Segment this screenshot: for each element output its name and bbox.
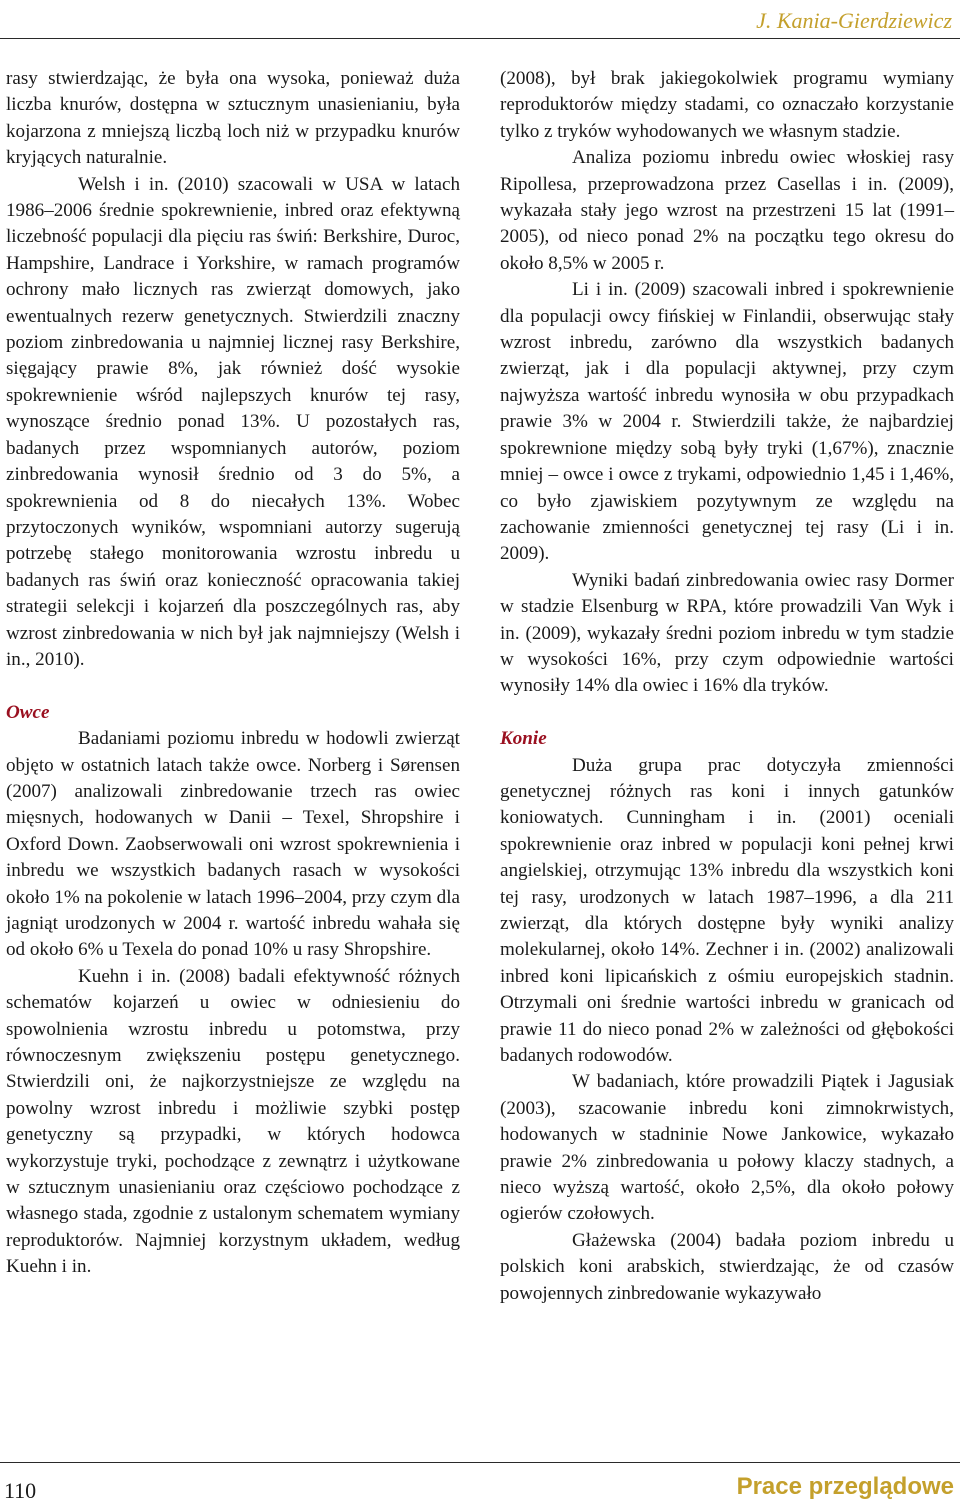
left-column xyxy=(6,66,460,1281)
paragraph: Li i in. (2009) szacowali inbred i spokrewnienie dla populacji owcy fińskiej w Finlandii, obserwując stały wzrost inbredu, zarówno dla wszystkich badanych zwierząt, jak i dla populacji aktywnej, przy czym najwyższa wartość inbredu wynosiła w obu przypadkach prawie 3% w 2004 r. Stwierdzili także, że najbardziej spokrewnione między sobą były tryki (1,67%), znacznie mniej – owce i owce z trykami, odpowiednio 1,45 i 1,46%, co było zjawiskiem pozytywnym ze względu na zachowanie zmienności genetycznej tej rasy (Li i in. 2009). xyxy=(500,279,954,565)
paragraph: W badaniach, które prowadzili Piątek i Jagusiak (2003), szacowanie inbredu koni zimnokrwistych, hodowanych w stadninie Nowe Jankowice, wykazało prawie 2% zinbredowania u połowy klaczy stadnych, a nieco wyższą wartość, około 2,5%, dla około połowy ogierów czołowych. xyxy=(500,1071,954,1225)
footer-section-name: Prace przeglądowe xyxy=(736,1473,954,1500)
section-heading-owce: Owce xyxy=(6,701,50,723)
paragraph: Badaniami poziomu inbredu w hodowli zwierząt objęto w ostatnich latach także owce. Norberg i Sørensen (2007) analizowali zinbredowanie trzech ras owiec mięsnych, hodowanych w Danii – Texel, Shropshire i Oxford Down. Zaobserwowali oni wzrost spokrewnienia i inbredu we wszystkich badanych rasach w wysokości około 1% na pokolenie w latach 1996–2004, przy czym dla jagniąt urodzonych w 2004 r. wartość inbredu wahała się od około 6% u Texela do ponad 10% u rasy Shropshire. xyxy=(6,728,460,961)
section-spacer xyxy=(6,673,460,699)
header-rule xyxy=(0,38,960,39)
running-header-author: J. Kania-Gierdziewicz xyxy=(756,8,952,33)
page-footer xyxy=(0,1458,960,1508)
paragraph: Welsh i in. (2010) szacowali w USA w latach 1986–2006 średnie spokrewnienie, inbred oraz efektywną liczebność populacji dla pięciu ras świń: Berkshire, Duroc, Hampshire, Landrace i Yorkshire, w ramach programów ochrony mało licznych ras zwierząt domowych, jako ewentualnych rezerw genetycznych. Stwierdzili znaczny poziom zinbredowania u najmniej licznej rasy Berkshire, sięgający prawie 8%, jak również dość wysokie spokrewnienie wśród najlepszych knurów tej rasy, wynoszące średnio ponad 13%. U pozostałych ras, badanych przez wspomnianych autorów, poziom zinbredowania wynosił średnio od 3 do 5%, a spokrewnienia od 8 do niecałych 13%. Wobec przytoczonych wyników, wspomniani autorzy sugerują potrzebę stałego monitorowania wzrostu inbredu u badanych ras świń oraz konieczność opracowania takiej strategii selekcji i kojarzeń dla poszczególnych ras, aby wzrost zinbredowania w nich był jak najmniejszy (Welsh i in., 2010). xyxy=(6,173,460,670)
right-column xyxy=(500,66,954,1307)
paragraph: Wyniki badań zinbredowania owiec rasy Dormer w stadzie Elsenburg w RPA, które prowadzili Van Wyk i in. (2009), wykazały średni poziom inbredu w tym stadzie w wysokości 16%, przy czym odpowiednie wartości wynosiły 14% dla owiec i 16% dla tryków. xyxy=(500,569,954,697)
section-heading-konie: Konie xyxy=(500,728,547,750)
page-number: 110 xyxy=(4,1478,37,1503)
paragraph: (2008), był brak jakiegokolwiek programu wymiany reproduktorów między stadami, co oznaczało korzystanie tylko z tryków wyhodowanych we własnym stadzie. xyxy=(500,68,954,142)
paragraph: rasy stwierdzając, że była ona wysoka, ponieważ duża liczba knurów, dostępna w sztucznym unasienianiu, była kojarzona z mniejszą liczbą loch niż w przypadku knurów kryjących naturalnie. xyxy=(6,68,460,169)
paragraph: Głażewska (2004) badała poziom inbredu u polskich koni arabskich, stwierdzając, że od czasów powojennych zinbredowanie wykazywało xyxy=(500,1229,954,1304)
paragraph: Duża grupa prac dotyczyła zmienności genetycznej różnych ras koni i innych gatunków koniowatych. Cunningham i in. (2001) oceniali spokrewnienie oraz inbred w populacji koni pełnej krwi angielskiej, otrzymując 13% inbredu dla wszystkich koni tej rasy, urodzonych w latach 1987–1996, a dla 211 zwierząt, dla których dostępne były wyniki analizy molekularnej, około 14%. Zechner i in. (2002) analizowali inbred koni lipicańskich z ośmiu europejskich stadnin. Otrzymali oni średnie wartości inbredu w granicach od prawie 11 do nieco ponad 2% w zależności od głębokości badanych rodowodów. xyxy=(500,754,954,1067)
section-spacer xyxy=(500,700,954,726)
paragraph: Kuehn i in. (2008) badali efektywność różnych schematów kojarzeń u owiec w odniesieniu do spowolnienia wzrostu inbredu u potomstwa, przy równoczesnym zwiększeniu postępu genetycznego. Stwierdzili oni, że najkorzystniejsze ze względu na powolny wzrost inbredu i możliwie szybki postęp genetyczny są przypadki, w których hodowca wykorzystuje tryki, pochodzące z zewnątrz i użytkowane w sztucznym unasienianiu oraz częściowo pochodzące z własnego stada, zgodnie z ustalonym schematem wymiany reproduktorów. Najmniej korzystnym układem, według Kuehn i in. xyxy=(6,965,460,1278)
footer-rule xyxy=(0,1462,960,1463)
paragraph: Analiza poziomu inbredu owiec włoskiej rasy Ripollesa, przeprowadzona przez Casellas i in. (2009), wykazała stały jego wzrost na przestrzeni 15 lat (1991–2005), od nieco ponad 2% na początku tego okresu do około 8,5% w 2005 r. xyxy=(500,147,954,274)
running-header xyxy=(0,0,960,42)
